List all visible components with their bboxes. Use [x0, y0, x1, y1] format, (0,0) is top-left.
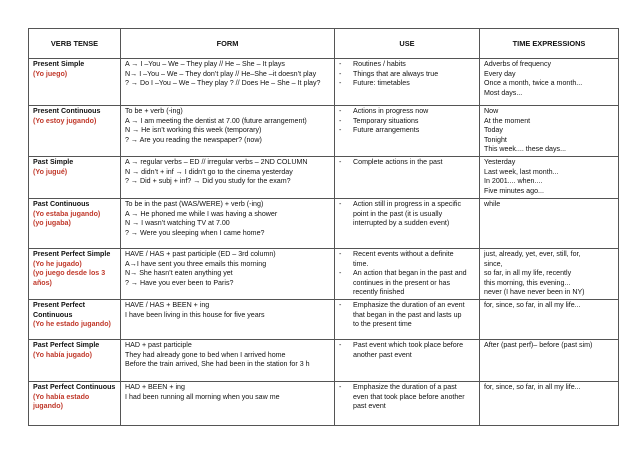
table-row: [29, 381, 619, 425]
use-line: continues in the present or has: [353, 278, 451, 287]
table-row: [29, 59, 619, 106]
verb-tense-cell: [29, 198, 121, 248]
form-line: A→I have sent you three emails this morning: [125, 259, 267, 268]
use-line: Things that are always true: [353, 69, 439, 78]
time-expression: Most days...: [484, 88, 523, 97]
time-expressions-cell: [480, 248, 619, 299]
form-line: I have been living in this house for five years: [125, 310, 265, 319]
time-expression: since,: [484, 259, 503, 268]
use-line: Actions in progress now: [353, 107, 429, 115]
use-text: [353, 107, 475, 117]
use-line: time.: [353, 259, 369, 268]
tense-spanish-example: (Yo juego): [33, 69, 68, 78]
tense-name: Past Simple: [33, 157, 74, 166]
use-line: Emphasize the duration of an event: [353, 300, 465, 309]
use-line: Emphasize the duration of a past: [353, 382, 457, 391]
header-use: USE: [335, 29, 480, 59]
time-expressions-cell: [480, 59, 619, 106]
bullet-dash: -: [339, 157, 342, 166]
table-row: [29, 156, 619, 198]
time-expression: this morning, this evening...: [484, 278, 571, 287]
tense-spanish-example: (Yo había jugado): [33, 350, 92, 359]
form-cell: [121, 299, 335, 339]
use-line: Future: timetables: [353, 79, 410, 88]
form-cell: [121, 59, 335, 106]
header-form: FORM: [121, 29, 335, 59]
form-line: They had already gone to bed when I arrived home: [125, 350, 286, 359]
use-line: that began in the past and lasts up: [353, 310, 462, 319]
verb-tense-cell: [29, 381, 121, 425]
use-cell: [335, 339, 480, 381]
use-item: [339, 301, 475, 330]
form-cell: [121, 339, 335, 381]
bullet-dash: -: [339, 300, 342, 309]
tense-name: Past Continuous: [33, 199, 90, 208]
verb-tense-cell: [29, 299, 121, 339]
use-cell: [335, 156, 480, 198]
use-line: Routines / habits: [353, 60, 406, 68]
form-line: HAD + past participle: [125, 340, 192, 349]
tense-name: Present Perfect Simple: [33, 249, 111, 258]
bullet-dash: -: [339, 382, 342, 391]
tense-spanish-example: (Yo estaba jugando): [33, 209, 101, 218]
form-cell: [121, 156, 335, 198]
verb-tense-cell: [29, 59, 121, 106]
use-line: Past event which took place before: [353, 340, 464, 349]
bullet-dash: -: [339, 60, 342, 68]
form-cell: [121, 248, 335, 299]
form-line: I had been running all morning when you saw me: [125, 392, 280, 401]
use-line: Future arrangements: [353, 126, 420, 135]
use-item: [339, 269, 475, 298]
form-line: To be + verb (-ing): [125, 107, 183, 115]
time-expressions-cell: [480, 299, 619, 339]
time-expression: Once a month, twice a month...: [484, 79, 583, 88]
form-line: HAD + BEEN + ing: [125, 382, 185, 391]
form-line: A → I –You – We – They play // He – She – It plays: [125, 60, 285, 68]
table-body: [29, 59, 619, 426]
table-row: [29, 198, 619, 248]
tense-spanish-example: (Yo estoy jugando): [33, 116, 97, 125]
form-line: N→ I –You – We – They don’t play // He–She –it doesn’t play: [125, 69, 317, 78]
tense-name: Past Perfect Continuous: [33, 382, 116, 391]
bullet-dash: -: [339, 269, 342, 278]
tense-name: Present Perfect: [33, 300, 86, 309]
time-expression: so far, in all my life, recently: [484, 269, 572, 278]
use-item: [339, 126, 475, 136]
use-line: Complete actions in the past: [353, 157, 443, 166]
tense-spanish-example: (yo jugaba): [33, 219, 71, 228]
use-text: [353, 60, 475, 70]
tense-spanish-example: (Yo jugué): [33, 167, 68, 176]
time-expression: Adverbs of frequency: [484, 60, 552, 68]
use-line: point in the past (it is usually: [353, 209, 443, 218]
header-verb-tense: VERB TENSE: [29, 29, 121, 59]
time-expressions-cell: [480, 156, 619, 198]
bullet-dash: -: [339, 107, 342, 115]
time-expression: just, already, yet, ever, still, for,: [484, 249, 581, 258]
use-line: another past event: [353, 350, 412, 359]
use-cell: [335, 299, 480, 339]
use-item: [339, 107, 475, 117]
use-item: [339, 158, 475, 168]
time-expression: After (past perf)– before (past sim): [484, 340, 593, 349]
use-item: [339, 341, 475, 360]
verb-tense-table: [28, 28, 619, 426]
use-line: past event: [353, 402, 386, 411]
table-row: [29, 248, 619, 299]
tense-name: Past Perfect Simple: [33, 340, 100, 349]
time-expression: In 2001.... when....: [484, 177, 543, 186]
use-cell: [335, 381, 480, 425]
form-line: ? → Do I –You – We – They play ? // Does He – She – It play?: [125, 79, 321, 88]
time-expression: At the moment: [484, 116, 531, 125]
bullet-dash: -: [339, 249, 342, 258]
use-cell: [335, 59, 480, 106]
form-cell: [121, 106, 335, 157]
form-line: To be in the past (WAS/WERE) + verb (-ing): [125, 199, 264, 208]
verb-tense-cell: [29, 248, 121, 299]
verb-tense-cell: [29, 156, 121, 198]
tense-spanish-example: (Yo he estado jugando): [33, 320, 111, 329]
time-expressions-cell: [480, 198, 619, 248]
tense-spanish-example: (Yo he jugado): [33, 259, 82, 268]
use-text: [353, 383, 475, 412]
bullet-dash: -: [339, 79, 342, 88]
form-line: Before the train arrived, She had been in the station for 3 h: [125, 360, 310, 369]
use-item: [339, 70, 475, 80]
table-row: [29, 106, 619, 157]
time-expression: Now: [484, 107, 499, 115]
bullet-dash: -: [339, 116, 342, 125]
tense-name: Present Continuous: [33, 107, 101, 115]
form-line: ? → Were you sleeping when I came home?: [125, 228, 265, 237]
form-line: ? → Are you reading the newspaper? (now): [125, 135, 262, 144]
tense-name: Present Simple: [33, 60, 85, 68]
time-expressions-cell: [480, 381, 619, 425]
use-text: [353, 200, 475, 229]
tense-table-wrapper: [28, 28, 619, 426]
use-text: [353, 79, 475, 89]
use-line: Recent events without a definite: [353, 249, 454, 258]
use-cell: [335, 198, 480, 248]
use-text: [353, 269, 475, 298]
use-line: to the present time: [353, 320, 412, 329]
time-expression: Yesterday: [484, 157, 516, 166]
form-line: N → He isn’t working this week (temporary): [125, 126, 262, 135]
time-expression: Every day: [484, 69, 516, 78]
use-line: An action that began in the past and: [353, 269, 467, 278]
tense-name: Continuous: [33, 310, 73, 319]
use-item: [339, 200, 475, 229]
header-time-expressions: TIME EXPRESSIONS: [480, 29, 619, 59]
verb-tense-cell: [29, 339, 121, 381]
use-line: Action still in progress in a specific: [353, 199, 462, 208]
form-line: ? → Have you ever been to Paris?: [125, 278, 234, 287]
form-line: HAVE / HAS + past participle (ED – 3rd column): [125, 249, 276, 258]
tense-spanish-example: años): [33, 278, 52, 287]
use-text: [353, 70, 475, 80]
time-expression: for, since, so far, in all my life...: [484, 300, 581, 309]
time-expression: Five minutes ago...: [484, 186, 544, 195]
time-expression: Tonight: [484, 135, 507, 144]
use-cell: [335, 248, 480, 299]
use-text: [353, 301, 475, 330]
use-line: interrupted by a sudden event): [353, 219, 450, 228]
form-line: A → He phoned me while I was having a shower: [125, 209, 278, 218]
header-row: [29, 29, 619, 59]
table-row: [29, 299, 619, 339]
form-cell: [121, 381, 335, 425]
form-line: ? → Did + subj + inf? → Did you study for the exam?: [125, 177, 291, 186]
form-line: A → regular verbs – ED // irregular verbs – 2ND COLUMN: [125, 157, 308, 166]
use-line: Temporary situations: [353, 116, 419, 125]
time-expression: never (I have never been in NY): [484, 288, 585, 297]
time-expression: for, since, so far, in all my life...: [484, 382, 581, 391]
use-text: [353, 126, 475, 136]
use-text: [353, 117, 475, 127]
time-expressions-cell: [480, 339, 619, 381]
time-expression: This week.... these days...: [484, 145, 567, 154]
form-line: N→ She hasn’t eaten anything yet: [125, 269, 233, 278]
bullet-dash: -: [339, 126, 342, 135]
verb-tense-cell: [29, 106, 121, 157]
use-item: [339, 117, 475, 127]
time-expression: Last week, last month...: [484, 167, 559, 176]
use-item: [339, 250, 475, 269]
bullet-dash: -: [339, 340, 342, 349]
form-line: A → I am meeting the dentist at 7.00 (future arrangement): [125, 116, 307, 125]
time-expression: while: [484, 199, 501, 208]
use-text: [353, 341, 475, 360]
form-line: N → I wasn’t watching TV at 7.00: [125, 219, 230, 228]
form-cell: [121, 198, 335, 248]
time-expressions-cell: [480, 106, 619, 157]
time-expression: Today: [484, 126, 503, 135]
bullet-dash: -: [339, 199, 342, 208]
tense-spanish-example: (yo juego desde los 3: [33, 269, 106, 278]
bullet-dash: -: [339, 69, 342, 78]
tense-spanish-example: (Yo había estado: [33, 392, 90, 401]
tense-spanish-example: jugando): [33, 402, 63, 411]
use-item: [339, 60, 475, 70]
use-line: recently finished: [353, 288, 405, 297]
use-item: [339, 79, 475, 89]
table-row: [29, 339, 619, 381]
use-line: even that took place before another: [353, 392, 465, 401]
form-line: N → didn’t + inf → I didn’t go to the cinema yesterday: [125, 167, 293, 176]
use-item: [339, 383, 475, 412]
use-text: [353, 158, 475, 168]
use-text: [353, 250, 475, 269]
use-cell: [335, 106, 480, 157]
form-line: HAVE / HAS + BEEN + ing: [125, 300, 210, 309]
